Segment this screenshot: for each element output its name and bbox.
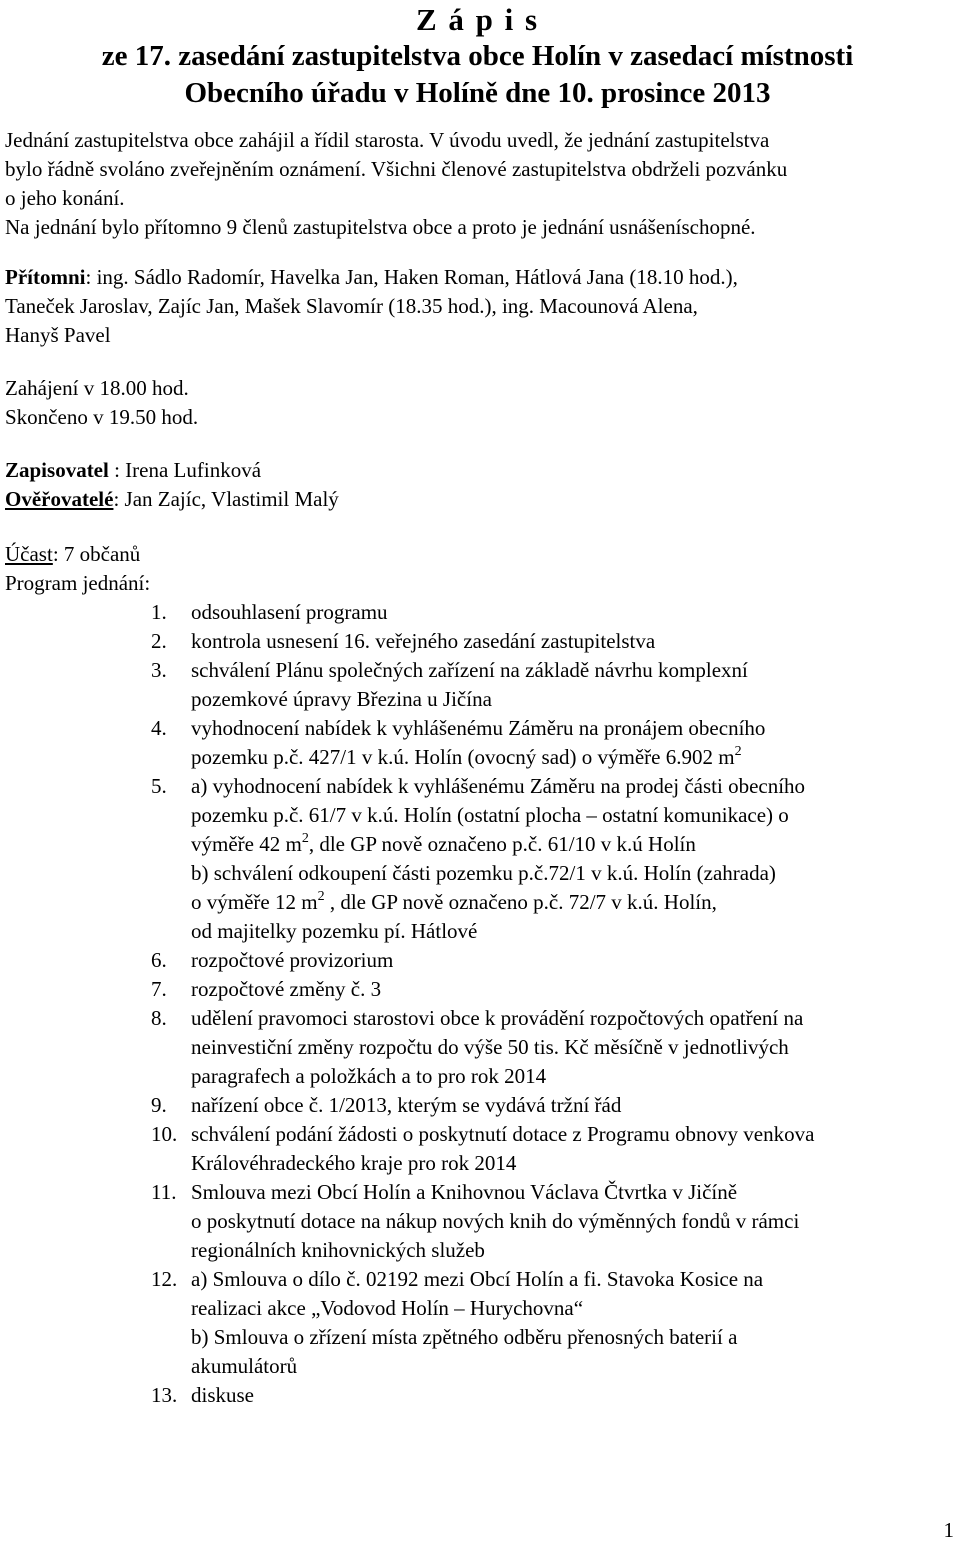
program-item-text: kontrola usnesení 16. veřejného zasedání zastupitelstva bbox=[191, 629, 656, 653]
document-title bbox=[5, 0, 950, 112]
recorder-label: Zapisovatel bbox=[5, 458, 109, 482]
program-item bbox=[5, 1265, 950, 1381]
present-line-2: Taneček Jaroslav, Zajíc Jan, Mašek Slavomír (18.35 hod.), ing. Macounová Alena, bbox=[5, 294, 698, 318]
intro-line-2: bylo řádně svoláno zveřejněním oznámení. Všichni členové zastupitelstva obdrželi pozvánku bbox=[5, 157, 788, 181]
superscript: 2 bbox=[301, 831, 309, 846]
present-section bbox=[5, 263, 950, 350]
program-list bbox=[5, 598, 950, 1410]
title-line-2: ze 17. zasedání zastupitelstva obce Holín v zasedací místnosti bbox=[101, 40, 854, 72]
recorder-value: : Irena Lufinková bbox=[108, 458, 262, 482]
program-item-text: schválení Plánu společných zařízení na základě návrhu komplexní bbox=[191, 658, 748, 682]
program-item-text: Smlouva mezi Obcí Holín a Knihovnou Václava Čtvrtka v Jičíně bbox=[191, 1180, 738, 1204]
program-item-text: pozemku p.č. 61/7 v k.ú. Holín (ostatní plocha – ostatní komunikace) o bbox=[191, 803, 789, 827]
present-label: Přítomni bbox=[5, 265, 86, 289]
program-item bbox=[5, 1381, 950, 1410]
document-page bbox=[5, 0, 950, 1410]
verifiers-label: Ověřovatelé bbox=[5, 487, 114, 511]
title-line-3: Obecního úřadu v Holíně dne 10. prosince 2013 bbox=[184, 77, 771, 109]
intro-line-4: Na jednání bylo přítomno 9 členů zastupitelstva obce a proto je jednání usnášeníschopné. bbox=[5, 215, 756, 239]
program-item-number: 13. bbox=[151, 1383, 178, 1407]
program-item-text: b) schválení odkoupení části pozemku p.č.72/1 v k.ú. Holín (zahrada) bbox=[191, 861, 776, 885]
program-item-text: vyhodnocení nabídek k vyhlášenému Záměru na pronájem obecního bbox=[191, 716, 766, 740]
program-item bbox=[5, 627, 950, 656]
program-item-text: výměře 42 m bbox=[191, 832, 302, 856]
program-item-number: 10. bbox=[151, 1122, 178, 1146]
intro-paragraph bbox=[5, 126, 950, 242]
program-item-text: , dle GP nově označeno p.č. 72/7 v k.ú. Holín, bbox=[324, 890, 717, 914]
program-item-number: 2. bbox=[151, 629, 167, 653]
program-item-number: 8. bbox=[151, 1006, 167, 1030]
program-item bbox=[5, 714, 950, 772]
program-item bbox=[5, 1178, 950, 1265]
program-item-text: rozpočtové změny č. 3 bbox=[191, 977, 382, 1001]
start-time: Zahájení v 18.00 hod. bbox=[5, 376, 189, 400]
program-item bbox=[5, 946, 950, 975]
intro-line-3: o jeho konání. bbox=[5, 186, 125, 210]
present-line-1: : ing. Sádlo Radomír, Havelka Jan, Haken Roman, Hátlová Jana (18.10 hod.), bbox=[85, 265, 738, 289]
program-item-number: 3. bbox=[151, 658, 167, 682]
program-item-text: pozemkové úpravy Březina u Jičína bbox=[191, 687, 492, 711]
program-item-number: 9. bbox=[151, 1093, 167, 1117]
program-item-text: o poskytnutí dotace na nákup nových knih do výměnných fondů v rámci bbox=[191, 1209, 800, 1233]
attendance-value: : 7 občanů bbox=[52, 542, 141, 566]
intro-line-1: Jednání zastupitelstva obce zahájil a řídil starosta. V úvodu uvedl, že jednání zastupitelstva bbox=[5, 128, 770, 152]
program-item bbox=[5, 656, 950, 714]
program-label: Program jednání: bbox=[5, 571, 151, 595]
program-item-text: Královéhradeckého kraje pro rok 2014 bbox=[191, 1151, 517, 1175]
program-item bbox=[5, 975, 950, 1004]
program-item bbox=[5, 1004, 950, 1091]
superscript: 2 bbox=[734, 744, 742, 759]
superscript: 2 bbox=[317, 889, 325, 904]
program-item-text: diskuse bbox=[191, 1383, 254, 1407]
program-item-text: neinvestiční změny rozpočtu do výše 50 tis. Kč měsíčně v jednotlivých bbox=[191, 1035, 789, 1059]
program-item-text: o výměře 12 m bbox=[191, 890, 318, 914]
title-line-1: Z á p i s bbox=[415, 2, 540, 37]
program-item-text: realizaci akce „Vodovod Holín – Hurychovna“ bbox=[191, 1296, 584, 1320]
present-line-3: Hanyš Pavel bbox=[5, 323, 111, 347]
program-item-number: 4. bbox=[151, 716, 167, 740]
program-item bbox=[5, 1120, 950, 1178]
program-item-text: b) Smlouva o zřízení místa zpětného odběru přenosných baterií a bbox=[191, 1325, 738, 1349]
program-item-text: a) Smlouva o dílo č. 02192 mezi Obcí Holín a fi. Stavoka Kosice na bbox=[191, 1267, 764, 1291]
program-item-text: , dle GP nově označeno p.č. 61/10 v k.ú Holín bbox=[308, 832, 696, 856]
page-number: 1 bbox=[943, 1518, 954, 1542]
program-item-text: udělení pravomoci starostovi obce k provádění rozpočtových opatření na bbox=[191, 1006, 804, 1030]
program-item-text: schválení podání žádosti o poskytnutí dotace z Programu obnovy venkova bbox=[191, 1122, 815, 1146]
program-item bbox=[5, 772, 950, 946]
program-item-number: 5. bbox=[151, 774, 167, 798]
program-item-text: paragrafech a položkách a to pro rok 2014 bbox=[191, 1064, 547, 1088]
program-item-text: a) vyhodnocení nabídek k vyhlášenému Záměru na prodej části obecního bbox=[191, 774, 806, 798]
attendance-label: Účast bbox=[5, 542, 53, 566]
program-item-text: rozpočtové provizorium bbox=[191, 948, 394, 972]
program-item-number: 6. bbox=[151, 948, 167, 972]
program-item-number: 11. bbox=[151, 1180, 177, 1204]
end-time: Skončeno v 19.50 hod. bbox=[5, 405, 199, 429]
program-item-number: 12. bbox=[151, 1267, 178, 1291]
verifiers-value: : Jan Zajíc, Vlastimil Malý bbox=[113, 487, 339, 511]
program-item bbox=[5, 598, 950, 627]
program-item-number: 7. bbox=[151, 977, 167, 1001]
program-item-text: akumulátorů bbox=[191, 1354, 298, 1378]
program-item-text: regionálních knihovnických služeb bbox=[191, 1238, 485, 1262]
program-item-number: 1. bbox=[151, 600, 167, 624]
program-item-text: od majitelky pozemku pí. Hátlové bbox=[191, 919, 478, 943]
program-item-text: nařízení obce č. 1/2013, kterým se vydává tržní řád bbox=[191, 1093, 622, 1117]
program-item-text: odsouhlasení programu bbox=[191, 600, 388, 624]
program-item bbox=[5, 1091, 950, 1120]
program-item-text: pozemku p.č. 427/1 v k.ú. Holín (ovocný sad) o výměře 6.902 m bbox=[191, 745, 735, 769]
